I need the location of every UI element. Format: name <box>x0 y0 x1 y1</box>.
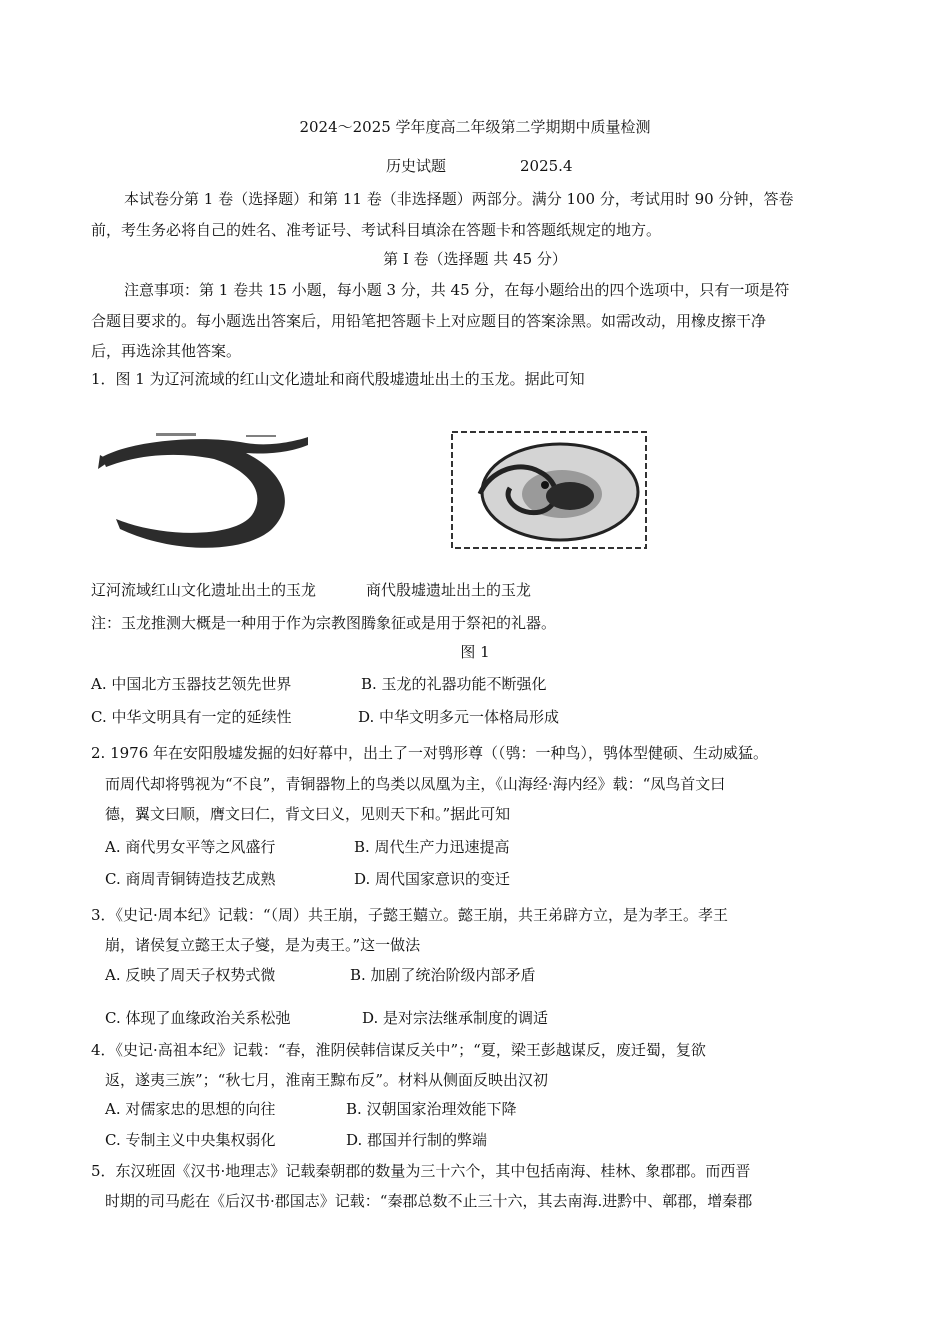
q3-option-b[interactable]: B. 加剧了统治阶级内部矛盾 <box>350 966 536 984</box>
q3-option-c[interactable]: C. 体现了血缘政治关系松弛 <box>105 1009 291 1027</box>
q4-option-a[interactable]: A. 对儒家忠的思想的向往 <box>105 1100 276 1118</box>
q3-option-a[interactable]: A. 反映了周天子权势式微 <box>105 966 276 984</box>
exam-title: 2024～2025 学年度高二年级第二学期期中质量检测 <box>299 118 651 136</box>
q3-line-2: 崩，诸侯复立懿王太子燮，是为夷王。”这一做法 <box>105 936 421 954</box>
hongshan-jade-dragon-image <box>96 425 312 555</box>
q2-option-c[interactable]: C. 商周青铜铸造技艺成熟 <box>105 870 276 888</box>
q1-option-d[interactable]: D. 中华文明多元一体格局形成 <box>358 708 560 726</box>
q1-caption-left: 辽河流域红山文化遗址出土的玉龙 <box>91 581 317 599</box>
q2-option-a[interactable]: A. 商代男女平等之风盛行 <box>105 838 276 856</box>
q1-option-a[interactable]: A. 中国北方玉器技艺领先世界 <box>91 675 292 693</box>
intro-line-2: 前，考生务必将自己的姓名、准考证号、考试科目填涂在答题卡和答题纸规定的地方。 <box>91 221 662 239</box>
q4-line-1: 4．《史记·高祖本纪》记载：“春，淮阴侯韩信谋反关中”；“夏，梁王彭越谋反，废迁蜀，复欲 <box>91 1041 706 1059</box>
q2-option-d[interactable]: D. 周代国家意识的变迁 <box>354 870 511 888</box>
q4-option-d[interactable]: D. 郡国并行制的弊端 <box>346 1131 488 1149</box>
section-title: 第 I 卷（选择题 共 45 分） <box>383 250 567 268</box>
exam-date: 2025.4 <box>520 157 573 175</box>
notice-line-2: 合题目要求的。每小题选出答案后，用铅笔把答题卡上对应题目的答案涂黑。如需改动，用橡皮擦干净 <box>91 312 767 330</box>
q1-stem: 1．图 1 为辽河流域的红山文化遗址和商代殷墟遗址出土的玉龙。据此可知 <box>91 370 585 388</box>
notice-line-1: 注意事项：第 1 卷共 15 小题，每小题 3 分，共 45 分，在每小题给出的四个选项中，只有一项是符 <box>124 281 790 299</box>
q2-option-b[interactable]: B. 周代生产力迅速提高 <box>354 838 510 856</box>
q3-line-1: 3．《史记·周本纪》记载：“（周）共王崩，子懿王囏立。懿王崩，共王弟辟方立，是为孝王。孝王 <box>91 906 728 924</box>
q4-option-c[interactable]: C. 专制主义中央集权弱化 <box>105 1131 276 1149</box>
q5-line-2: 时期的司马彪在《后汉书·郡国志》记载：“秦郡总数不止三十六，其去南海.进黔中、鄣郡，增秦郡 <box>105 1192 753 1210</box>
q4-option-b[interactable]: B. 汉朝国家治理效能下降 <box>346 1100 517 1118</box>
q1-option-b[interactable]: B. 玉龙的礼器功能不断强化 <box>361 675 547 693</box>
q1-note: 注：玉龙推测大概是一种用于作为宗教图腾象征或是用于祭祀的礼器。 <box>91 614 557 632</box>
q2-line-1: 2. 1976 年在安阳殷墟发掘的妇好幕中，出土了一对鸮形尊（（鸮：一种鸟），鸮体型健硕、生动威猛。 <box>91 744 769 762</box>
subject-label: 历史试题 <box>386 157 447 175</box>
q2-line-2: 而周代却将鸮视为“不良”，青铜器物上的鸟类以凤凰为主，《山海经·海内经》载：“凤鸟首文曰 <box>105 775 726 793</box>
figure-label: 图 1 <box>460 643 490 661</box>
notice-line-3: 后，再选涂其他答案。 <box>91 342 242 360</box>
intro-line-1: 本试卷分第 1 卷（选择题）和第 11 卷（非选择题）两部分。满分 100 分，考试用时 90 分钟，答卷 <box>124 190 794 208</box>
q1-caption-right: 商代殷墟遗址出土的玉龙 <box>366 581 532 599</box>
q1-option-c[interactable]: C. 中华文明具有一定的延续性 <box>91 708 292 726</box>
q3-option-d[interactable]: D. 是对宗法继承制度的调适 <box>362 1009 549 1027</box>
yinxu-jade-dragon-image <box>450 430 648 550</box>
q5-line-1: 5．东汉班固《汉书·地理志》记载秦朝郡的数量为三十六个，其中包括南海、桂林、象郡郡。而西晋 <box>91 1162 751 1180</box>
q4-line-2: 返，遂夷三族”；“秋七月，淮南王黥布反”。材料从侧面反映出汉初 <box>105 1071 549 1089</box>
q2-line-3: 德，翼文曰顺，膺文曰仁，背文曰义，见则天下和。”据此可知 <box>105 805 511 823</box>
